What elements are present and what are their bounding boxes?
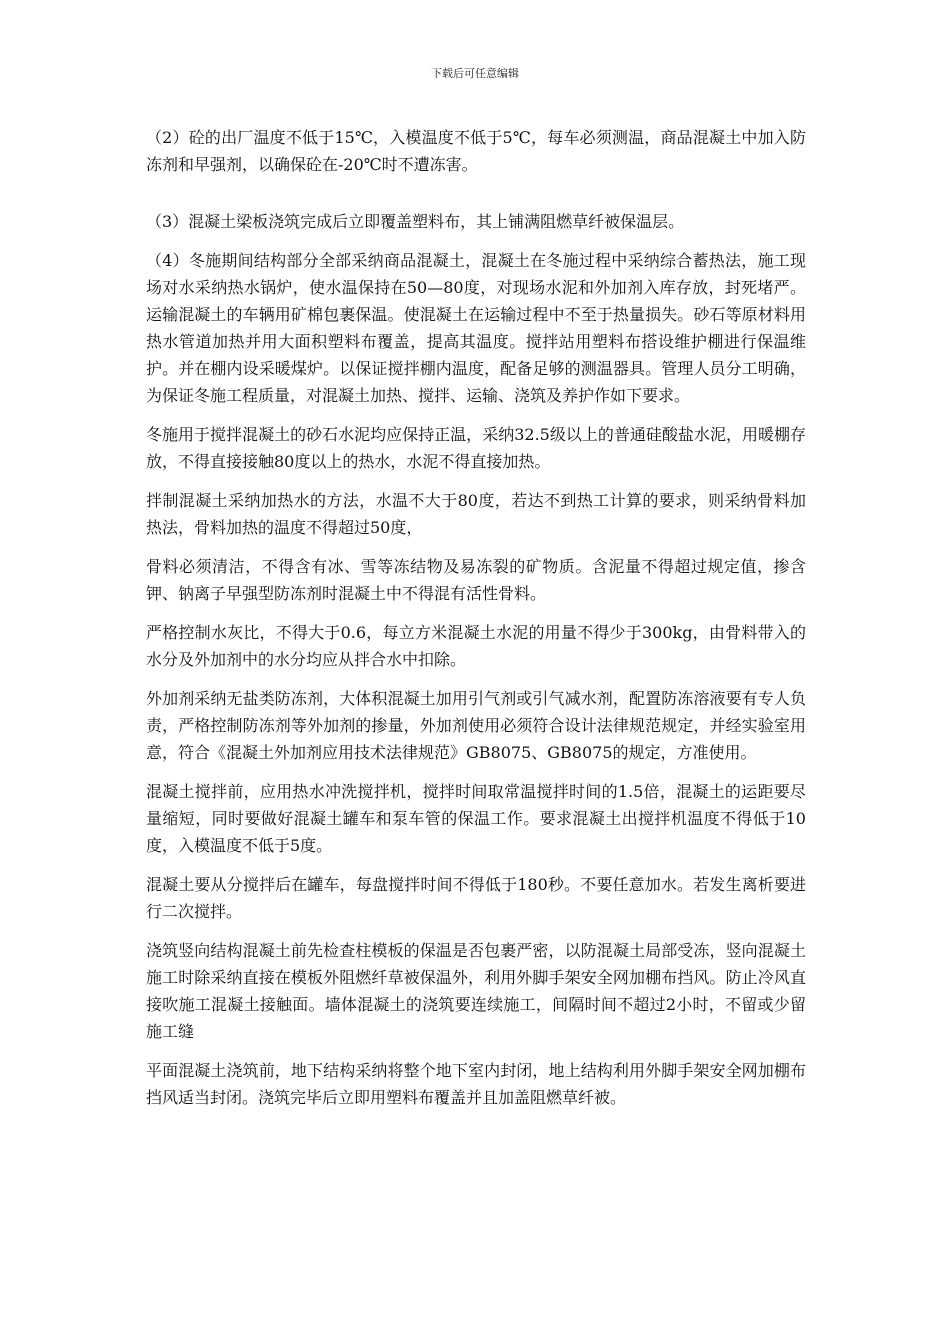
paragraph-8: 外加剂采纳无盐类防冻剂，大体积混凝土加用引气剂或引气减水剂，配置防冻溶液要有专人负责，严格控制防冻剂等外加剂的掺量，外加剂使用必须符合设计法律规范规定，并经实验室用意，符合《混凝土外加剂应用技术法律规范》GB8075、GB8075的规定，方准使用。 bbox=[146, 689, 806, 762]
paragraph-9: 混凝土搅拌前，应用热水冲洗搅拌机，搅拌时间取常温搅拌时间的1.5倍，混凝土的运距要尽量缩短，同时要做好混凝土罐车和泵车管的保温工作。要求混凝土出搅拌机温度不得低于10度，入模温度不低于5度。 bbox=[146, 782, 806, 855]
paragraph-12: 平面混凝土浇筑前，地下结构采纳将整个地下室内封闭，地上结构利用外脚手架安全网加棚布挡风适当封闭。浇筑完毕后立即用塑料布覆盖并且加盖阻燃草纤被。 bbox=[146, 1061, 806, 1107]
paragraph-6: 骨料必须清洁，不得含有冰、雪等冻结物及易冻裂的矿物质。含泥量不得超过规定值，掺含钾、钠离子早强型防冻剂时混凝土中不得混有活性骨料。 bbox=[146, 557, 806, 603]
paragraph-5: 拌制混凝土采纳加热水的方法，水温不大于80度，若达不到热工计算的要求，则采纳骨料加热法，骨料加热的温度不得超过50度， bbox=[146, 491, 806, 537]
paragraph-3: （4）冬施期间结构部分全部采纳商品混凝土，混凝土在冬施过程中采纳综合蓄热法，施工现场对水采纳热水锅炉，使水温保持在50—80度，对现场水泥和外加剂入库存放，封死堵严。运输混凝土的车辆用矿棉包裹保温。使混凝土在运输过程中不至于热量损失。砂石等原材料用热水管道加热并用大面积塑料布覆盖，提高其温度。搅拌站用塑料布搭设维护棚进行保温维护。并在棚内设采暖煤炉。以保证搅拌棚内温度，配备足够的测温器具。管理人员分工明确，为保证冬施工程质量，对混凝土加热、搅拌、运输、浇筑及养护作如下要求。 bbox=[146, 251, 806, 405]
paragraph-10: 混凝土要从分搅拌后在罐车，每盘搅拌时间不得低于180秒。不要任意加水。若发生离析要进行二次搅拌。 bbox=[146, 875, 806, 921]
paragraph-1: （2）砼的出厂温度不低于15℃，入模温度不低于5℃，每车必须测温，商品混凝土中加入防冻剂和早强剂，以确保砼在-20℃时不遭冻害。 bbox=[146, 128, 806, 174]
paragraph-2: （3）混凝土梁板浇筑完成后立即覆盖塑料布，其上铺满阻燃草纤被保温层。 bbox=[146, 212, 685, 231]
page-header: 下载后可任意编辑 bbox=[431, 67, 519, 80]
document-body bbox=[146, 124, 806, 1123]
paragraph-11: 浇筑竖向结构混凝土前先检查柱模板的保温是否包裹严密，以防混凝土局部受冻，竖向混凝土施工时除采纳直接在模板外阻燃纤草被保温外，利用外脚手架安全网加棚布挡风。防止冷风直接吹施工混凝土接触面。墙体混凝土的浇筑要连续施工，间隔时间不超过2小时，不留或少留施工缝 bbox=[146, 941, 806, 1041]
paragraph-4: 冬施用于搅拌混凝土的砂石水泥均应保持正温，采纳32.5级以上的普通硅酸盐水泥，用暖棚存放，不得直接接触80度以上的热水，水泥不得直接加热。 bbox=[146, 425, 806, 471]
paragraph-7: 严格控制水灰比，不得大于0.6，每立方米混凝土水泥的用量不得少于300kg，由骨料带入的水分及外加剂中的水分均应从拌合水中扣除。 bbox=[146, 623, 806, 669]
